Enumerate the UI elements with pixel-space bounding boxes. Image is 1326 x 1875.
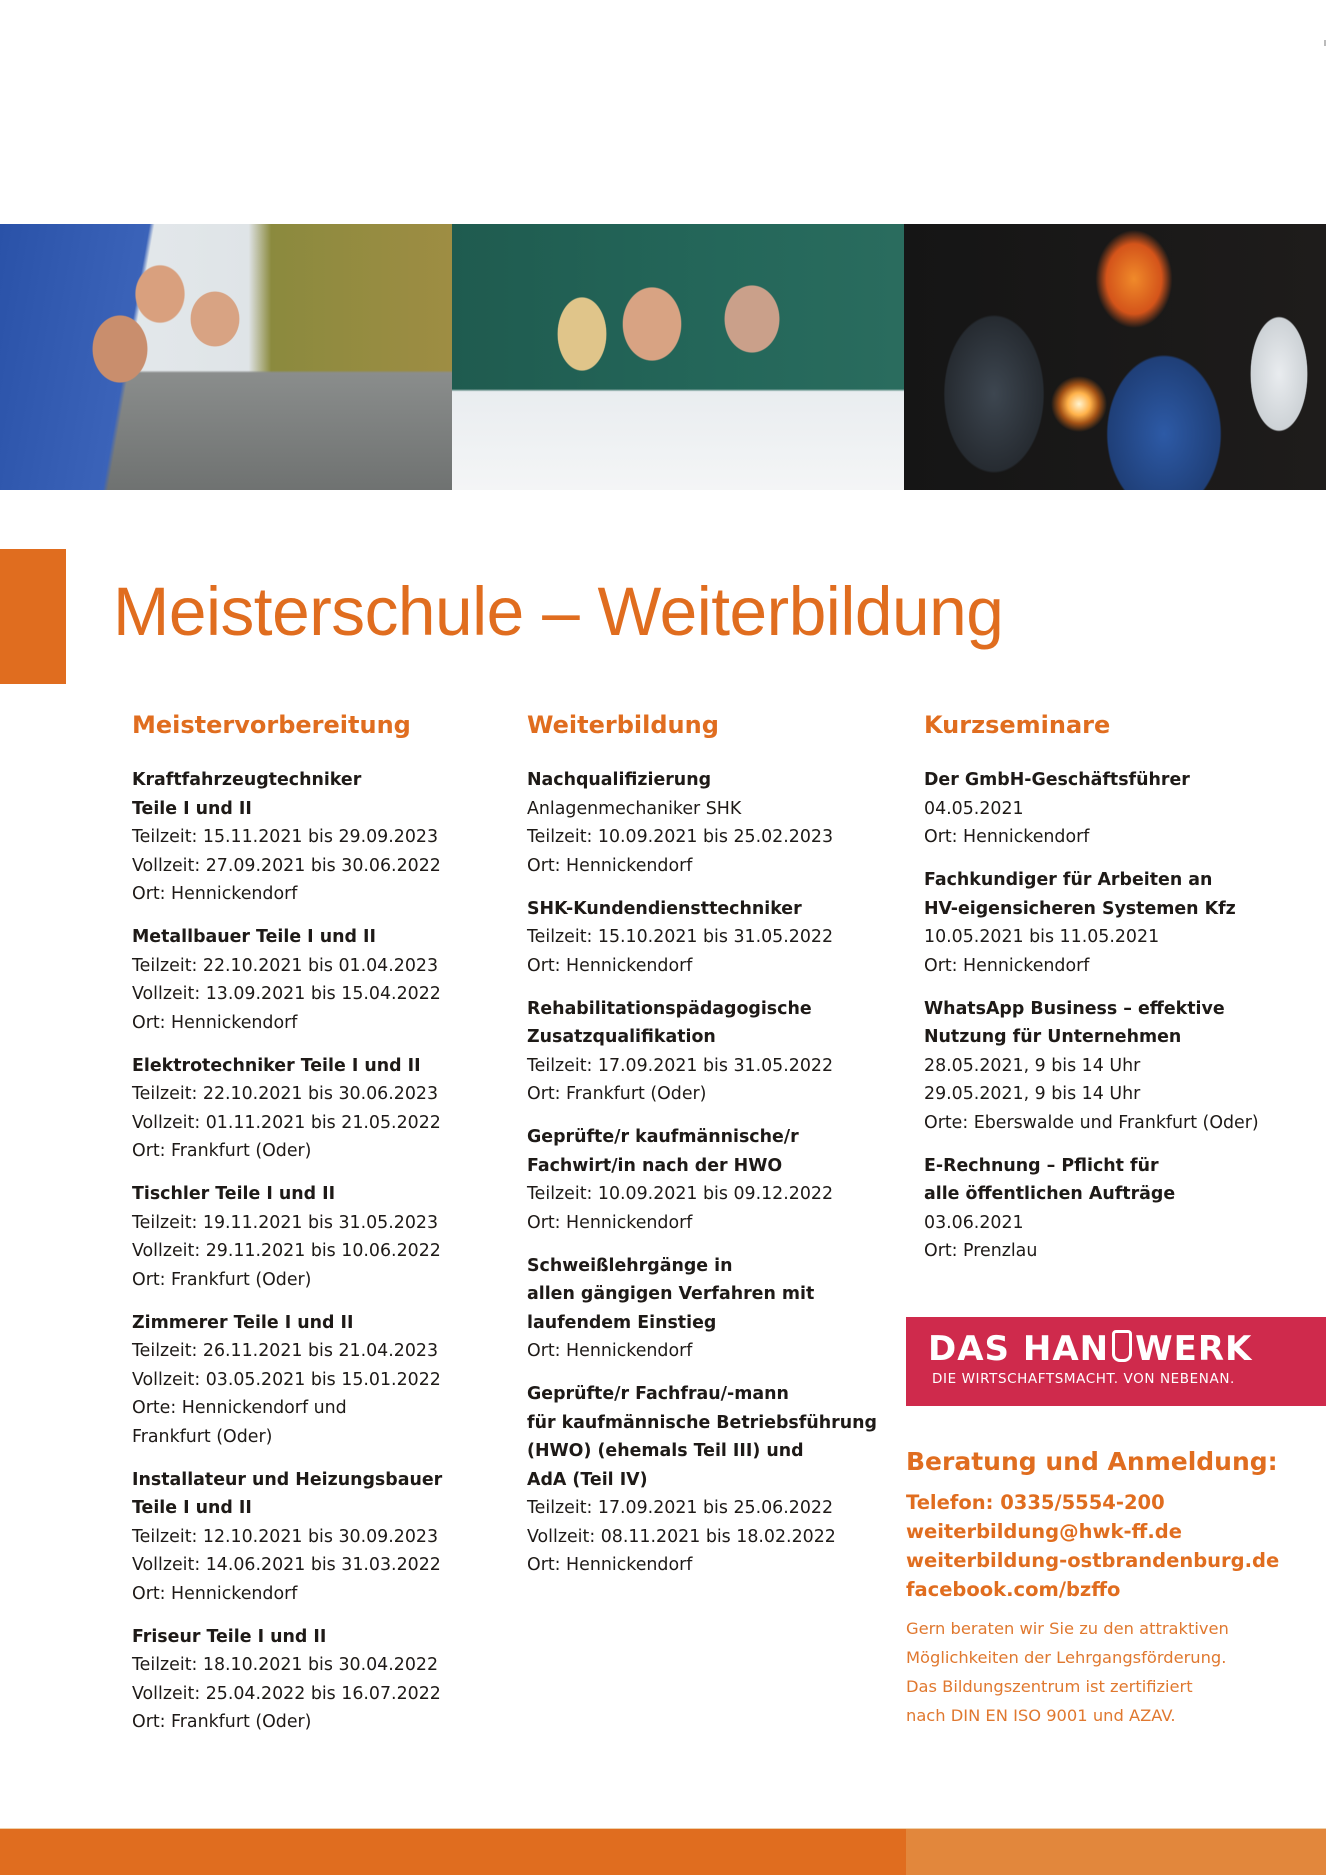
note-line: Gern beraten wir Sie zu den attraktiven [906,1619,1229,1638]
course-title: Der GmbH-Geschäftsführer [924,770,1190,790]
course-entry [132,1623,492,1737]
course-detail: Vollzeit: 27.09.2021 bis 30.06.2022 [132,855,441,876]
course-title: Friseur Teile I und II [132,1626,327,1647]
course-detail: Teilzeit: 19.11.2021 bis 31.05.2023 [132,1212,439,1233]
banner-slogan: DIE WIRTSCHAFTSMACHT. VON NEBENAN. [932,1371,1235,1387]
course-detail: Teilzeit: 22.10.2021 bis 01.04.2023 [132,955,439,976]
course-title: E-Rechnung – Pflicht für [924,1155,1159,1176]
course-detail: 04.05.2021 [924,798,1024,819]
workshop-photo [0,224,452,490]
course-title: Rehabilitationspädagogische [527,998,812,1019]
contact-section [906,1442,1326,1730]
course-detail: Ort: Hennickendorf [527,855,693,876]
column-meistervorbereitung [132,703,492,1751]
section-heading: Weiterbildung [527,711,719,739]
banner-text-left: DAS HAN [928,1329,1110,1369]
course-title: Teile I und II [132,798,252,819]
course-list [924,766,1324,1266]
course-detail: Teilzeit: 10.09.2021 bis 09.12.2022 [527,1184,834,1204]
course-detail: Ort: Frankfurt (Oder) [527,1084,707,1104]
course-detail: Vollzeit: 13.09.2021 bis 15.04.2022 [132,984,441,1004]
course-entry [132,1180,492,1294]
contact-note [906,1614,1326,1730]
title-accent-block [0,549,66,684]
course-detail: Vollzeit: 01.11.2021 bis 21.05.2022 [132,1112,441,1133]
contact-phone[interactable]: Telefon: 0335/5554-200 [906,1491,1165,1514]
course-detail: Orte: Hennickendorf und [132,1398,347,1418]
course-title: Nutzung für Unternehmen [924,1027,1182,1047]
course-detail: Ort: Hennickendorf [132,884,298,904]
course-entry [527,995,897,1109]
section-heading: Kurzseminare [924,711,1111,739]
page-title: Meisterschule – Weiterbildung [113,573,1004,650]
course-entry [132,1309,492,1452]
course-list [132,766,492,1737]
course-detail: Vollzeit: 14.06.2021 bis 31.03.2022 [132,1555,441,1575]
course-detail: Ort: Hennickendorf [527,1555,693,1575]
contact-heading: Beratung und Anmeldung: [906,1447,1278,1476]
course-detail: Teilzeit: 15.10.2021 bis 31.05.2022 [527,927,834,947]
note-line: Das Bildungszentrum ist zertifiziert [906,1677,1193,1696]
course-title: Metallbauer Teile I und II [132,927,376,947]
footer-bar-light-segment [906,1829,1326,1875]
course-title: Fachwirt/in nach der HWO [527,1155,783,1176]
course-title: Zusatzqualifikation [527,1027,716,1047]
course-entry [527,766,897,880]
course-detail: Vollzeit: 08.11.2021 bis 18.02.2022 [527,1526,836,1547]
course-detail: Ort: Hennickendorf [132,1583,298,1604]
course-entry [924,995,1324,1138]
course-title: SHK-Kundendiensttechniker [527,898,802,919]
course-title: Schweißlehrgänge in [527,1255,733,1276]
course-entry [924,866,1324,980]
course-title: Nachqualifizierung [527,770,712,790]
banner-text-right: WERK [1135,1329,1253,1369]
course-title: Fachkundiger für Arbeiten an [924,870,1213,890]
column-weiterbildung [527,703,897,1594]
course-detail: Ort: Hennickendorf [924,955,1090,976]
course-title: HV-eigensicheren Systemen Kfz [924,898,1236,919]
course-entry [527,895,897,981]
footer-bar [0,1829,1326,1875]
course-detail: Vollzeit: 29.11.2021 bis 10.06.2022 [132,1241,441,1261]
course-detail: Teilzeit: 17.09.2021 bis 31.05.2022 [527,1055,834,1076]
course-entry [132,1466,492,1609]
contact-website-link[interactable]: weiterbildung-ostbrandenburg.de [906,1549,1280,1572]
course-detail: Teilzeit: 15.11.2021 bis 29.09.2023 [132,827,439,847]
course-title: für kaufmännische Betriebsführung [527,1412,877,1433]
course-detail: Teilzeit: 10.09.2021 bis 25.02.2023 [527,827,834,847]
course-detail: Ort: Frankfurt (Oder) [132,1141,312,1161]
course-detail: Ort: Prenzlau [924,1241,1038,1261]
course-detail: Anlagenmechaniker SHK [527,798,742,819]
course-title: laufendem Einstieg [527,1312,717,1333]
course-detail: Ort: Hennickendorf [527,1341,693,1361]
course-detail: 03.06.2021 [924,1212,1024,1233]
course-detail: Ort: Hennickendorf [527,955,693,976]
course-entry [924,1152,1324,1266]
course-title: Geprüfte/r Fachfrau/-mann [527,1384,789,1404]
course-title: allen gängigen Verfahren mit [527,1284,815,1304]
course-title: Kraftfahrzeugtechniker [132,770,362,790]
thumbs-up-icon [1112,1330,1132,1362]
course-detail: Ort: Hennickendorf [924,827,1090,847]
course-entry [132,1052,492,1166]
course-entry [132,766,492,909]
course-detail: Teilzeit: 18.10.2021 bis 30.04.2022 [132,1655,439,1675]
course-detail: Ort: Hennickendorf [132,1012,298,1033]
course-entry [527,1380,897,1580]
course-detail: Vollzeit: 25.04.2022 bis 16.07.2022 [132,1683,441,1704]
course-detail: Ort: Frankfurt (Oder) [132,1712,312,1732]
note-line: nach DIN EN ISO 9001 und AZAV. [906,1706,1176,1725]
course-title: alle öffentlichen Aufträge [924,1184,1176,1204]
course-title: WhatsApp Business – effektive [924,998,1225,1019]
contact-email-link[interactable]: weiterbildung@hwk-ff.de [906,1520,1182,1543]
course-title: (HWO) (ehemals Teil III) und [527,1441,804,1461]
course-detail: Teilzeit: 26.11.2021 bis 21.04.2023 [132,1341,439,1361]
note-line: Möglichkeiten der Lehrgangsförderung. [906,1648,1227,1667]
course-detail: Frankfurt (Oder) [132,1426,273,1447]
footer-bar-dark-segment [0,1829,906,1875]
course-title: Installateur und Heizungsbauer [132,1469,443,1490]
course-detail: Vollzeit: 03.05.2021 bis 15.01.2022 [132,1369,441,1390]
das-handwerk-banner [906,1317,1326,1406]
course-title: Tischler Teile I und II [132,1184,336,1204]
course-list [527,766,897,1580]
course-detail: 29.05.2021, 9 bis 14 Uhr [924,1084,1141,1104]
course-detail: Ort: Hennickendorf [527,1212,693,1233]
classroom-photo [452,224,904,490]
course-title: Geprüfte/r kaufmännische/r [527,1127,799,1147]
banner-logo-text [928,1329,1252,1369]
course-detail: Orte: Eberswalde und Frankfurt (Oder) [924,1112,1259,1133]
course-detail: 28.05.2021, 9 bis 14 Uhr [924,1055,1141,1076]
course-detail: 10.05.2021 bis 11.05.2021 [924,927,1160,947]
column-kurzseminare [924,703,1324,1280]
course-title: Zimmerer Teile I und II [132,1312,354,1333]
course-title: Teile I und II [132,1498,252,1518]
course-entry [924,766,1324,852]
course-detail: Teilzeit: 17.09.2021 bis 25.06.2022 [527,1498,834,1518]
section-heading: Meistervorbereitung [132,711,411,739]
course-title: Elektrotechniker Teile I und II [132,1055,421,1076]
contact-facebook-link[interactable]: facebook.com/bzffo [906,1578,1121,1601]
course-title: AdA (Teil IV) [527,1469,648,1490]
welding-photo [904,224,1326,490]
course-entry [132,923,492,1037]
course-entry [527,1123,897,1237]
course-entry [527,1252,897,1366]
course-detail: Teilzeit: 22.10.2021 bis 30.06.2023 [132,1084,439,1104]
photo-strip [0,224,1326,490]
course-detail: Ort: Frankfurt (Oder) [132,1269,312,1290]
course-detail: Teilzeit: 12.10.2021 bis 30.09.2023 [132,1526,439,1547]
